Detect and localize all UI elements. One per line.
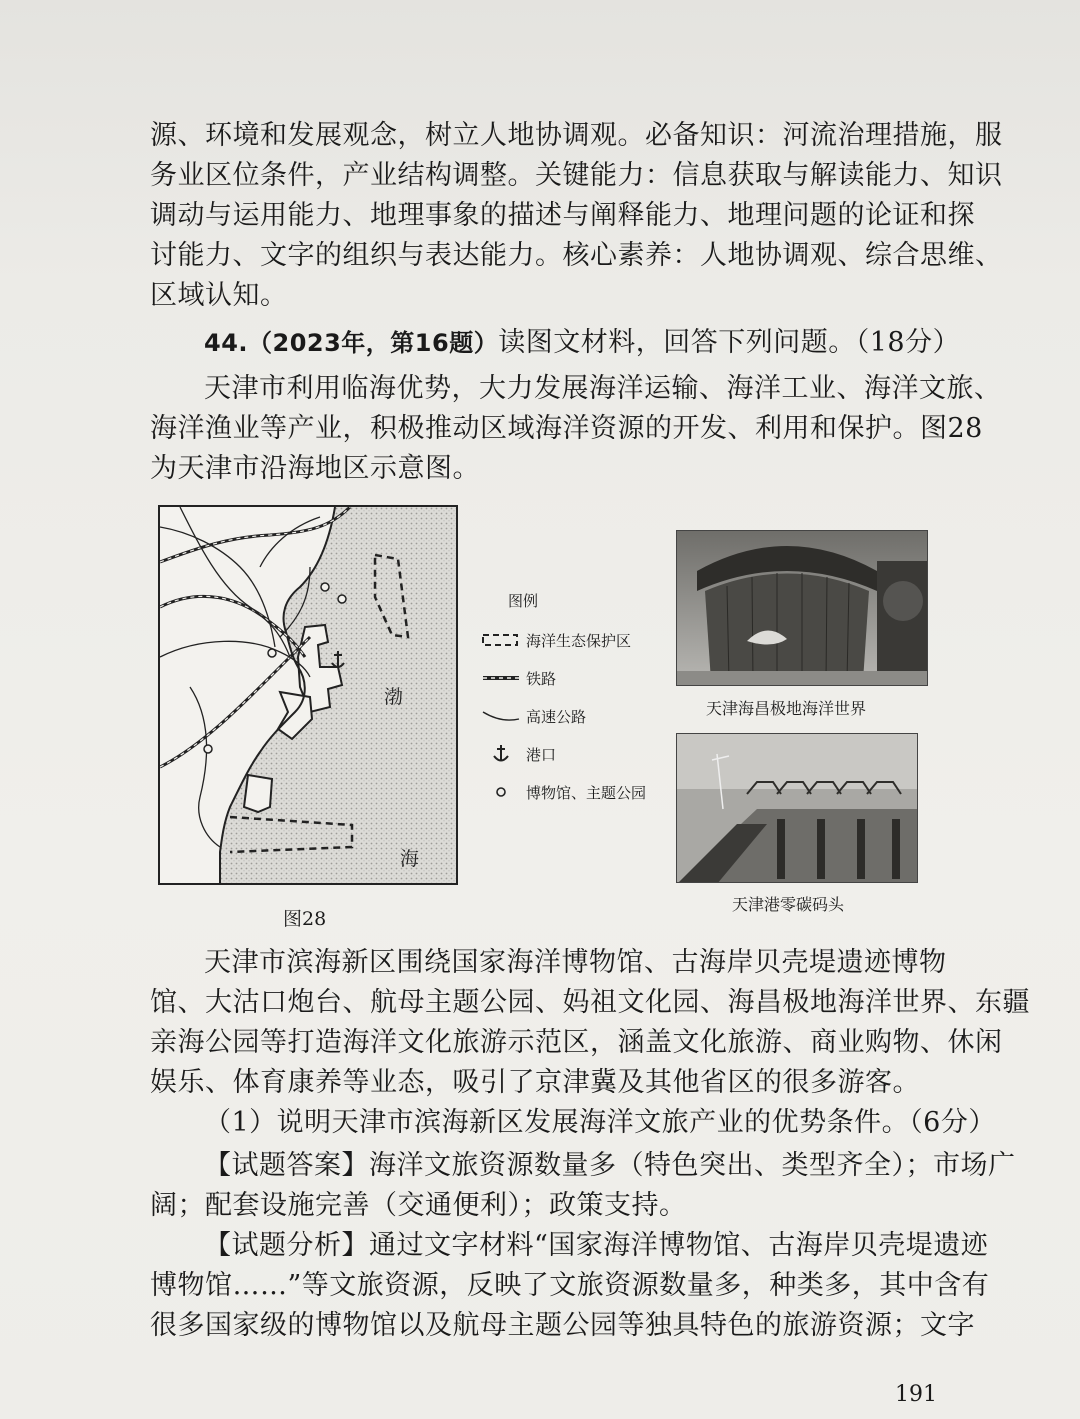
photo-ocean-world — [676, 530, 928, 686]
text-line: 亲海公园等打造海洋文化旅游示范区，涵盖文化旅游、商业购物、休闲 — [150, 1027, 1003, 1058]
figure-caption: 图28 — [283, 908, 327, 930]
photo-terminal-image — [677, 734, 918, 883]
sub-question — [150, 1103, 996, 1143]
legend-label: 博物馆、主题公园 — [526, 783, 647, 802]
museum-marker — [268, 649, 276, 657]
question-source: （2023年，第16题） — [248, 329, 499, 357]
highway — [190, 687, 220, 847]
highway — [180, 507, 290, 657]
map-drawing — [160, 507, 456, 883]
railway-icon — [478, 666, 524, 690]
text-line: 阔；配套设施完善（交通便利）；政策支持。 — [150, 1190, 687, 1221]
text-line: 娱乐、体育康养等业态，吸引了京津冀及其他省区的很多游客。 — [150, 1067, 920, 1098]
text-line: 讨能力、文字的组织与表达能力。核心素养：人地协调观、综合思维、 — [150, 240, 1003, 271]
text-line: 为天津市沿海地区示意图。 — [150, 453, 480, 484]
photo-caption: 天津海昌极地海洋世界 — [706, 699, 867, 718]
intro-paragraph — [150, 116, 1003, 316]
page-number: 191 — [895, 1382, 937, 1407]
legend-item — [478, 704, 586, 728]
legend-label: 高速公路 — [526, 707, 587, 726]
legend-label: 港口 — [526, 745, 557, 764]
text-line: 务业区位条件，产业结构调整。关键能力：信息获取与解读能力、知识 — [150, 160, 1003, 191]
highway-icon — [478, 704, 524, 728]
legend-label: 海洋生态保护区 — [526, 631, 632, 650]
port-pier — [244, 775, 272, 812]
highway — [160, 527, 275, 647]
legend-item — [478, 742, 556, 766]
map-label-bo: 渤 — [384, 686, 404, 708]
photo-ocean-world-image — [677, 531, 928, 686]
answer-paragraph — [150, 1146, 1016, 1226]
question-text: 读图文材料，回答下列问题。（18分） — [498, 327, 961, 358]
material-paragraph — [150, 369, 1002, 489]
photo-zero-carbon-terminal — [676, 733, 918, 883]
museum-marker — [204, 745, 212, 753]
circle-icon — [478, 780, 524, 804]
text-line: 源、环境和发展观念，树立人地协调观。必备知识：河流治理措施，服 — [150, 120, 1003, 151]
photo-caption: 天津港零碳码头 — [732, 895, 845, 914]
question-heading — [150, 323, 961, 363]
museum-marker — [338, 595, 346, 603]
legend-item — [478, 666, 556, 690]
text-line: 博物馆……”等文旅资源，反映了文旅资源数量多，种类多，其中含有 — [150, 1270, 990, 1301]
museum-marker — [321, 583, 329, 591]
legend-label: 铁路 — [526, 669, 557, 688]
text-line: 很多国家级的博物馆以及航母主题公园等独具特色的旅游资源；文字 — [150, 1310, 975, 1341]
anchor-icon — [478, 742, 524, 766]
highway — [260, 517, 320, 567]
dashed-boundary-icon — [478, 628, 524, 652]
sea-area — [220, 507, 456, 883]
text-line: 馆、大沽口炮台、航母主题公园、妈祖文化园、海昌极地海洋世界、东疆 — [150, 987, 1030, 1018]
text-line: 【试题答案】海洋文旅资源数量多（特色突出、类型齐全）；市场广 — [204, 1150, 1016, 1181]
text-line: 区域认知。 — [150, 280, 288, 311]
text-line: （1）说明天津市滨海新区发展海洋文旅产业的优势条件。（6分） — [204, 1107, 996, 1138]
text-line: 调动与运用能力、地理事象的描述与阐释能力、地理问题的论证和探 — [150, 200, 975, 231]
text-line: 天津市滨海新区围绕国家海洋博物馆、古海岸贝壳堤遗迹博物 — [204, 947, 947, 978]
text-line: 【试题分析】通过文字材料“国家海洋博物馆、古海岸贝壳堤遗迹 — [204, 1230, 989, 1261]
question-number: 44. — [204, 329, 249, 357]
legend-item — [478, 628, 631, 652]
tianjin-coastal-map — [158, 505, 458, 885]
analysis-paragraph — [150, 1226, 990, 1346]
legend-item — [478, 780, 646, 804]
text-line: 天津市利用临海优势，大力发展海洋运输、海洋工业、海洋文旅、 — [204, 373, 1002, 404]
legend-title: 图例 — [508, 592, 539, 610]
text-line: 海洋渔业等产业，积极推动区域海洋资源的开发、利用和保护。图28 — [150, 413, 983, 444]
material-paragraph-2 — [150, 943, 1030, 1103]
map-label-hai: 海 — [400, 848, 420, 870]
